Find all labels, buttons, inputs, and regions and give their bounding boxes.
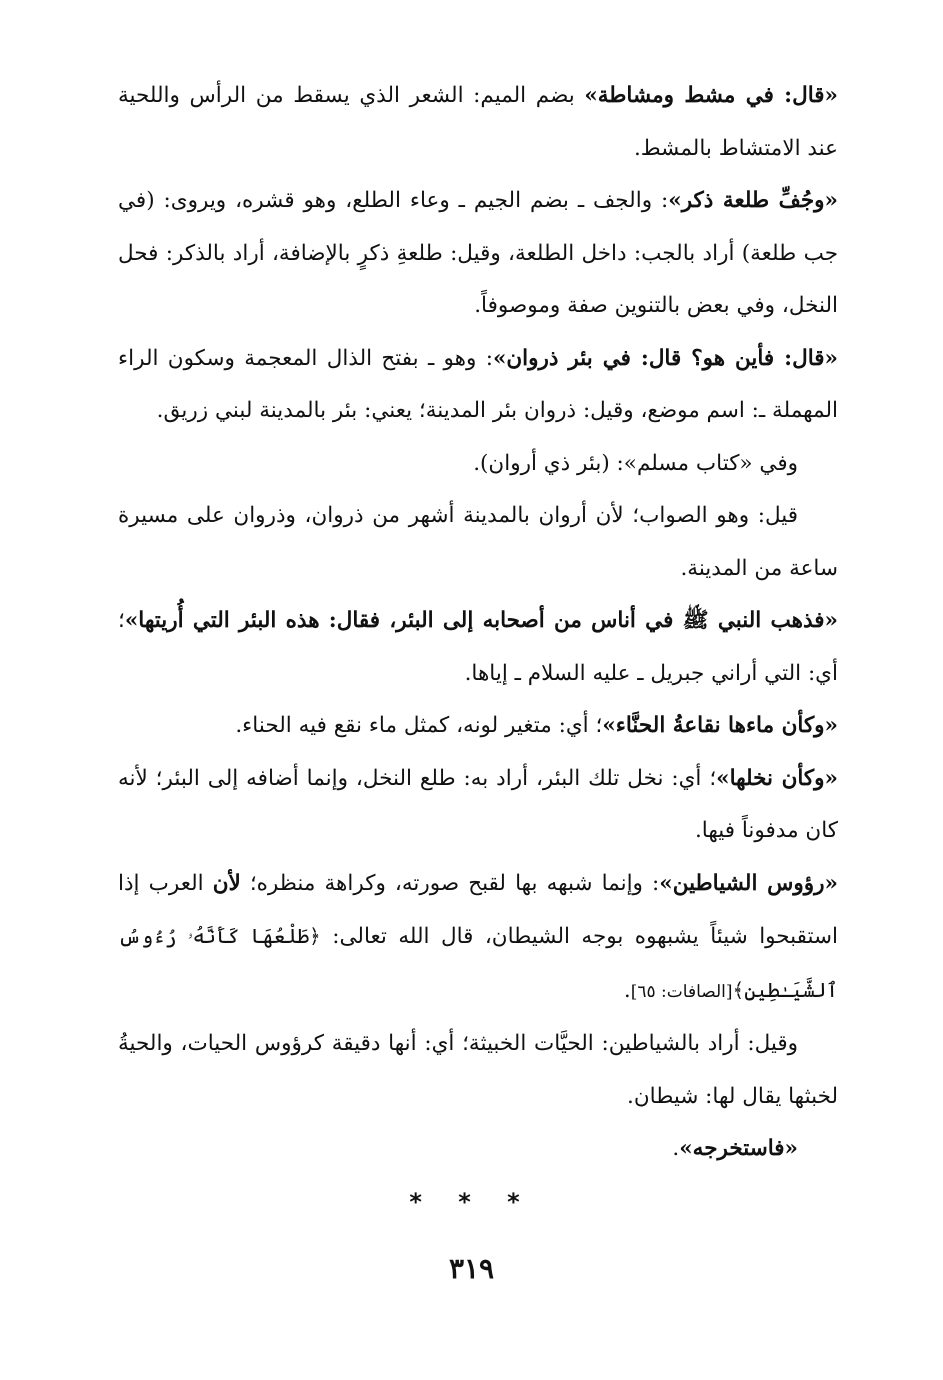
text-segment: : وهو ـ بفتح الذال المعجمة وسكون الراء المهملة ـ: اسم موضع، وقيل: ذروان بئر المدينة؛ يعني: بئر بالمدينة لبني زريق. (118, 345, 838, 423)
text-segment: وفي «كتاب مسلم»: (بئر ذي أروان). (473, 450, 798, 476)
text-segment: بضم الميم: الشعر الذي يسقط من الرأس واللحية عند الامتشاط بالمشط. (118, 83, 838, 161)
paragraph (118, 700, 838, 753)
quran-verse: ﴿طَلْعُهَا كَأَنَّهُۥ رُءُوسُ ٱلشَّيَـٰطِينِ﴾ (118, 924, 838, 1002)
paragraph (118, 1123, 838, 1176)
page-number: ٣١٩ (448, 1252, 495, 1285)
paragraph (118, 858, 838, 1019)
text-segment: وقيل: أراد بالشياطين: الحيَّات الخبيثة؛ أي: أنها دقيقة كرؤوس الحيات، والحيةُ لخبثها يقال لها: شيطان. (118, 1031, 838, 1109)
page-body (118, 70, 838, 1176)
section-separator: * * * (409, 1188, 534, 1216)
text-segment: ؛ أي: نخل تلك البئر، أراد به: طلع النخل، وإنما أضافه إلى البئر؛ لأنه كان مدفوناً فيها. (118, 765, 838, 843)
paragraph (118, 70, 838, 175)
bold-text: «فاستخرجه» (679, 1136, 798, 1161)
paragraph (118, 333, 838, 438)
text-segment: . (623, 977, 631, 1003)
paragraph (118, 490, 838, 595)
text-segment: ؛ أي: التي أراني جبريل ـ عليه السلام ـ إياها. (118, 608, 838, 686)
bold-text: «وكأن نخلها» (716, 765, 838, 791)
text-segment: العرب إذا استقبحوا شيئاً يشبهوه بوجه الشيطان، قال الله تعالى: (118, 870, 839, 949)
paragraph (118, 175, 838, 333)
paragraph (118, 753, 838, 858)
bold-text: «قال: فأين هو؟ قال: في بئر ذروان» (492, 345, 838, 371)
paragraph (118, 438, 838, 491)
text-segment: . (672, 1136, 680, 1161)
bold-text: «وجُفِّ طلعة ذكر» (668, 188, 838, 213)
verse-reference: [الصافات: ٦٥] (630, 981, 733, 1002)
text-segment: : وإنما شبهه بها لقبح صورته، وكراهة منظره؛ (240, 870, 660, 896)
bold-text: «فذهب النبي ﷺ في أناس من أصحابه إلى البئر، فقال: هذه البئر التي أُريتها» (124, 608, 838, 633)
bold-text: لأن (212, 870, 241, 896)
bold-text: «رؤوس الشياطين» (659, 870, 838, 896)
text-segment: ؛ أي: متغير لونه، كمثل ماء نقع فيه الحناء. (235, 713, 603, 738)
text-segment: قيل: وهو الصواب؛ لأن أروان بالمدينة أشهر من ذروان، وذروان على مسيرة ساعة من المدينة. (118, 503, 838, 581)
paragraph (118, 1018, 838, 1123)
bold-text: «قال: في مشط ومشاطة» (584, 83, 838, 108)
bold-text: «وكأن ماءها نقاعةُ الحنَّاء» (602, 713, 838, 738)
paragraph (118, 595, 838, 700)
text-segment: : والجف ـ بضم الجيم ـ وعاء الطلع، وهو قشره، ويروى: (في جب طلعة) أراد بالجب: داخل الطلعة، وقيل: طلعةِ ذكرٍ بالإضافة، أراد بالذكر: فحل النخل، وفي بعض بالتنوين صفة وموصوفاً. (118, 188, 838, 318)
